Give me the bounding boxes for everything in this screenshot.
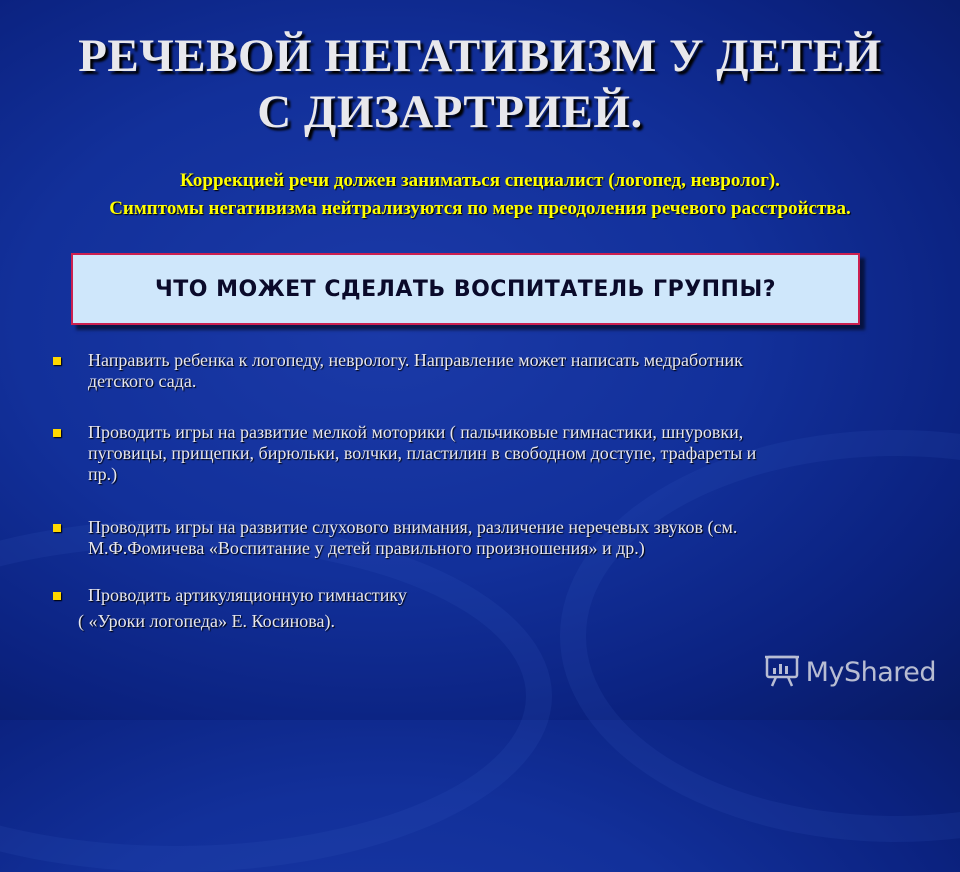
square-bullet-icon (53, 592, 61, 600)
watermark-text: MyShared (805, 657, 936, 688)
question-text: ЧТО МОЖЕТ СДЕЛАТЬ ВОСПИТАТЕЛЬ ГРУППЫ? (154, 276, 777, 302)
square-bullet-icon (53, 357, 61, 365)
bullet-list (50, 350, 900, 612)
square-bullet-icon (53, 429, 61, 437)
title-line-2: С ДИЗАРТРИЕЙ. (257, 86, 643, 138)
list-item-line: Проводить игры на развитие мелкой моторики ( пальчиковые гимнастики, шнуровки, (88, 422, 744, 442)
title-line-1: РЕЧЕВОЙ НЕГАТИВИЗМ У ДЕТЕЙ (78, 30, 882, 82)
presentation-board-icon (764, 653, 800, 692)
slide-title (0, 28, 960, 140)
list-item-line: пр.) (88, 464, 118, 484)
list-item (50, 517, 900, 559)
list-item-line: М.Ф.Фомичева «Воспитание у детей правильного произношения» и др.) (88, 538, 645, 558)
list-item (50, 422, 900, 485)
subtitle-line-1: Коррекцией речи должен заниматься специалист (логопед, невролог). (180, 170, 780, 191)
list-item-line: детского сада. (88, 371, 197, 391)
watermark (764, 653, 936, 692)
list-item-line: Направить ребенка к логопеду, неврологу. Направление может написать медработник (88, 350, 743, 370)
subtitle-line-2: Симптомы негативизма нейтрализуются по мере преодоления речевого расстройства. (109, 198, 851, 219)
question-box (71, 253, 860, 325)
list-item-note: ( «Уроки логопеда» Е. Косинова). (78, 611, 336, 631)
list-item (50, 585, 900, 606)
list-item (50, 350, 900, 392)
list-item-line: пуговицы, прищепки, бирюльки, волчки, пластилин в свободном доступе, трафареты и (88, 443, 757, 463)
square-bullet-icon (53, 524, 61, 532)
list-item-line: Проводить игры на развитие слухового внимания, различение неречевых звуков (см. (88, 517, 738, 537)
list-item-line: Проводить артикуляционную гимнастику (88, 585, 407, 605)
